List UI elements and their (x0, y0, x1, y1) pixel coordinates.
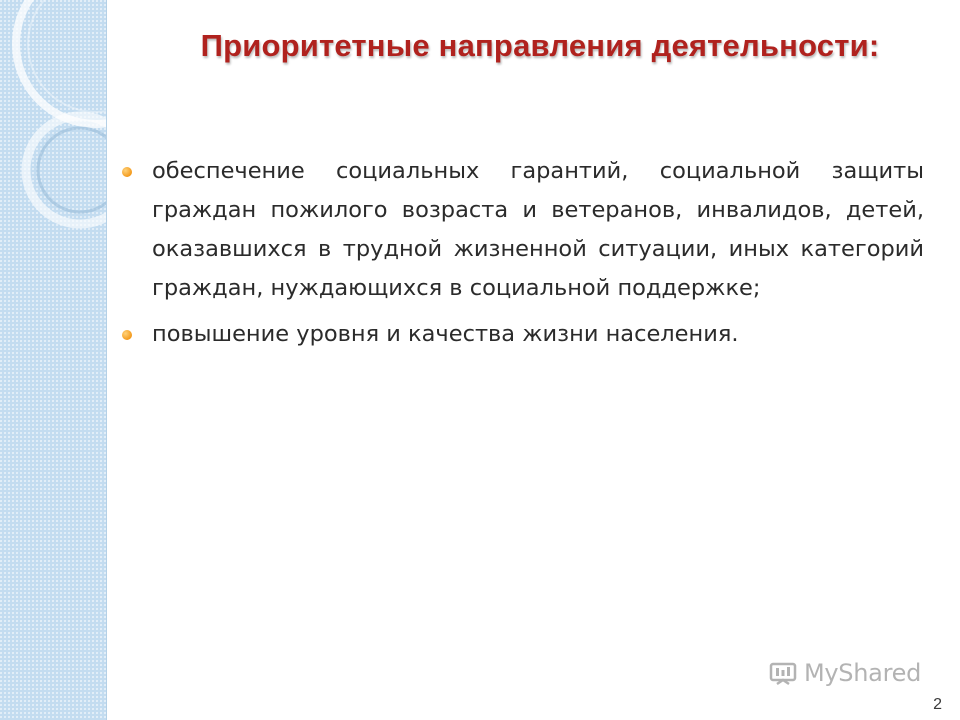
myshared-logo-icon (768, 658, 798, 688)
bullet-dot-icon (122, 330, 132, 340)
myshared-watermark[interactable] (768, 656, 921, 690)
page-number: 2 (933, 696, 942, 713)
bullet-text: повышение уровня и качества жизни населения. (152, 321, 739, 347)
list-item (122, 315, 924, 354)
watermark-text: MyShared (804, 659, 922, 687)
bullet-dot-icon (122, 167, 132, 177)
bullet-list (122, 152, 924, 354)
list-item (122, 152, 924, 308)
decorative-circles-icon (0, 0, 106, 720)
slide-content (122, 152, 924, 361)
slide-title: Приоритетные направления деятельности: (200, 28, 880, 63)
decorative-side-panel (0, 0, 107, 720)
bullet-text: обеспечение социальных гарантий, социальной защиты граждан пожилого возраста и ветеранов, инвалидов, детей, оказавшихся в трудной жизненной ситуации, иных категорий граждан, нуждающихся в социальной поддержке; (152, 158, 924, 301)
